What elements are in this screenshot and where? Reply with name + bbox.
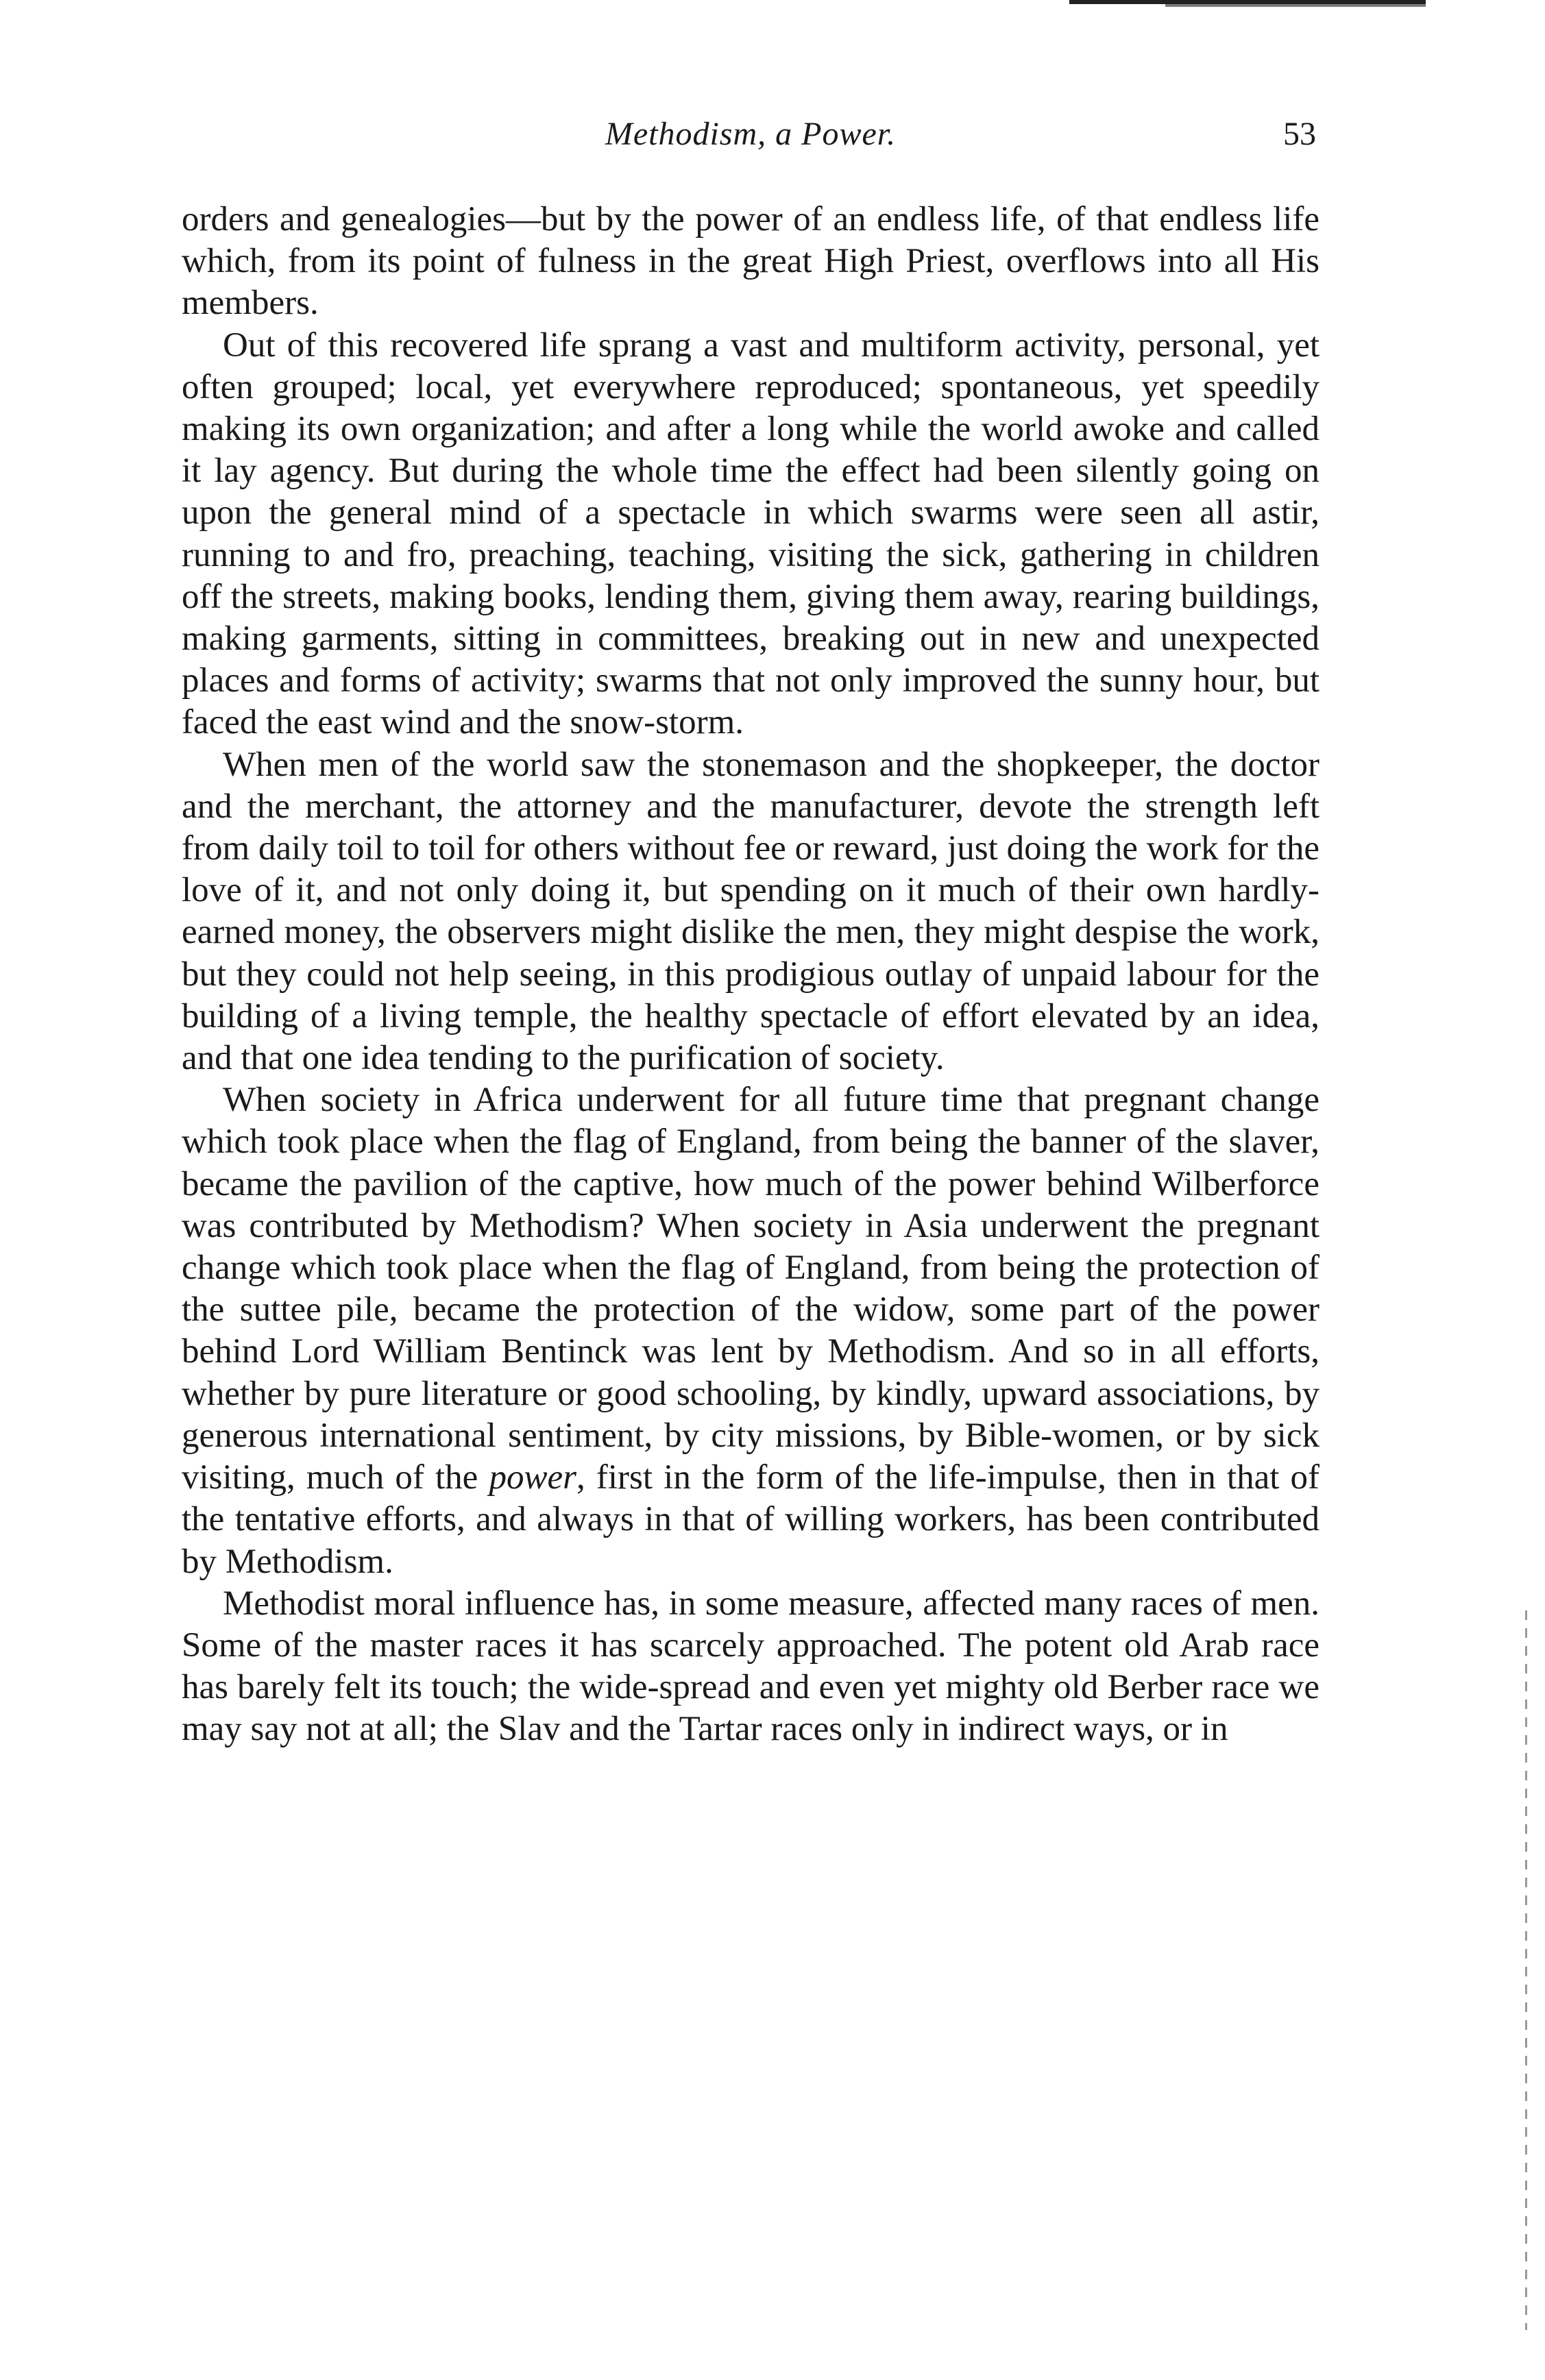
text-run: When society in Africa underwent for all future time that pregnant change which took place when the flag of England, from being the banner of the slaver, became the pavilion of the captive, how much of the power behind Wilberforce was contributed by Methodism? When society in Asia underwent the pregnant change which took place when the flag of England, from being the protection of the suttee pile, became the protection of the widow, some part of the power behind Lord William Bentinck was lent by Methodism. And so in all efforts, whether by pure literature or good schooling, by kindly, upward associations, by generous international sentiment, by city missions, by Bible-women, or by sick visiting, much of the <box>182 1081 1319 1497</box>
paragraph: orders and genealogies—but by the power of an endless life, of that endless life which, from its point of fulness in the great High Priest, overflows into all His members. <box>182 200 1319 323</box>
page-header <box>185 115 1316 163</box>
emphasis-text: power <box>489 1458 576 1497</box>
paragraph: Out of this recovered life sprang a vast and multiform activity, personal, yet often grouped; local, yet everywhere reproduced; spontaneous, yet speedily making its own organization; and after a long while the world awoke and called it lay agency. But during the whole time the effect had been silently going on upon the general mind of a spectacle in which swarms were seen all astir, running to and fro, preaching, teaching, visiting the sick, gathering in children off the streets, making books, lending them, giving them away, rearing buildings, making garments, sitting in committees, breaking out in new and unexpected places and forms of activity; swarms that not only improved the sunny hour, but faced the east wind and the snow-storm. <box>182 326 1319 742</box>
page-number: 53 <box>1283 116 1316 152</box>
text-run: , first in the form of the life-impulse, then in that of the tentative efforts, and always in that of willing workers, has been contributed by Methodism. <box>182 1458 1320 1581</box>
running-title: Methodism, a Power. <box>605 116 897 152</box>
body-text <box>182 199 1319 1751</box>
paragraph: Methodist moral influence has, in some measure, affected many races of men. Some of the master races it has scarcely approached. The potent old Arab race has barely felt its touch; the wide-spread and even yet mighty old Berber race we may say not at all; the Slav and the Tartar races only in indirect ways, or in <box>182 1584 1319 1749</box>
scan-artifact <box>1165 4 1426 7</box>
paragraph <box>182 1079 1319 1582</box>
margin-scan-artifact <box>1525 1610 1527 2330</box>
paragraph: When men of the world saw the stonemason and the shopkeeper, the doctor and the merchant, the attorney and the manufacturer, devote the strength left from daily toil to toil for others without fee or reward, just doing the work for the love of it, and not only doing it, but spending on it much of their own hardly-earned money, the observers might dislike the men, they might despise the work, but they could not help seeing, in this prodigious outlay of unpaid labour for the building of a living temple, the healthy spectacle of effort elevated by an idea, and that one idea tending to the purification of society. <box>182 745 1319 1078</box>
